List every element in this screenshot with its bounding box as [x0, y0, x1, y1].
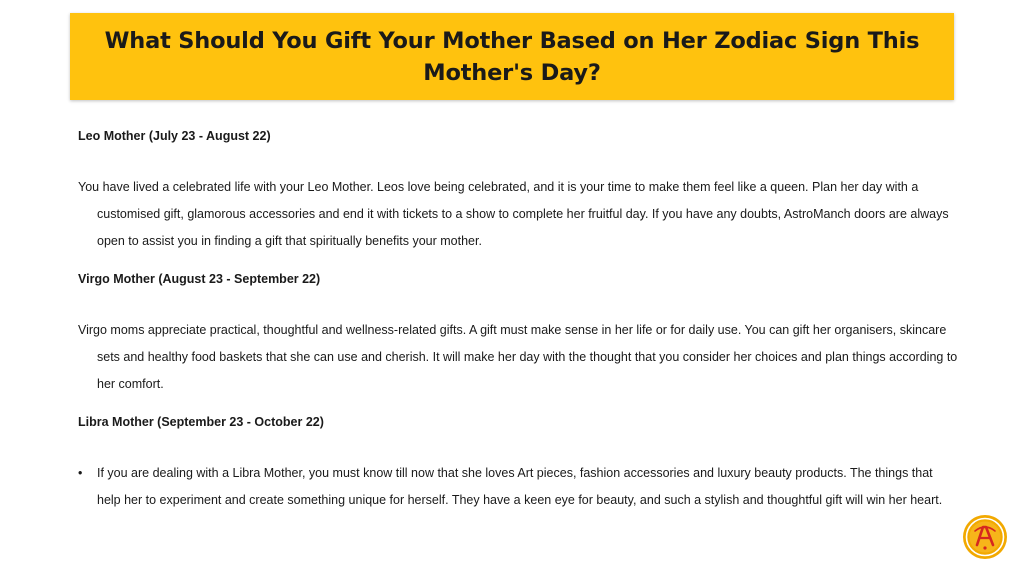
- section-body-virgo: Virgo moms appreciate practical, thoughtful and wellness-related gifts. A gift must make sense in her life or for daily use. You can gift her organisers, skincare sets and healthy food baskets that she can use and cherish. It will make her day with the thought that you consider her choices and plan things according to her comfort.: [78, 323, 958, 391]
- astromanch-logo-icon: [962, 514, 1008, 560]
- section-heading-leo: Leo Mother (July 23 - August 22): [78, 129, 271, 143]
- section-heading-libra: Libra Mother (September 23 - October 22): [78, 415, 324, 429]
- section-heading-virgo: Virgo Mother (August 23 - September 22): [78, 272, 321, 286]
- section-body-libra: [78, 460, 958, 514]
- title-banner: [70, 13, 954, 100]
- article-content: [78, 128, 958, 514]
- bullet-icon: •: [78, 466, 83, 480]
- section-body-leo: You have lived a celebrated life with your Leo Mother. Leos love being celebrated, and it is your time to make them feel like a queen. Plan her day with a customised gift, glamorous accessories and end it with tickets to a show to complete her fruitful day. If you have any doubts, AstroManch doors are always open to assist you in finding a gift that spiritually benefits your mother.: [78, 180, 949, 248]
- section-body-libra-text: If you are dealing with a Libra Mother, you must know till now that she loves Art pieces, fashion accessories and luxury beauty products. The things that help her to experiment and create something unique for herself. They have a keen eye for beauty, and such a stylish and thoughtful gift will win her heart.: [97, 466, 943, 507]
- page-title: What Should You Gift Your Mother Based on Her Zodiac Sign This Mother's Day?: [104, 27, 920, 86]
